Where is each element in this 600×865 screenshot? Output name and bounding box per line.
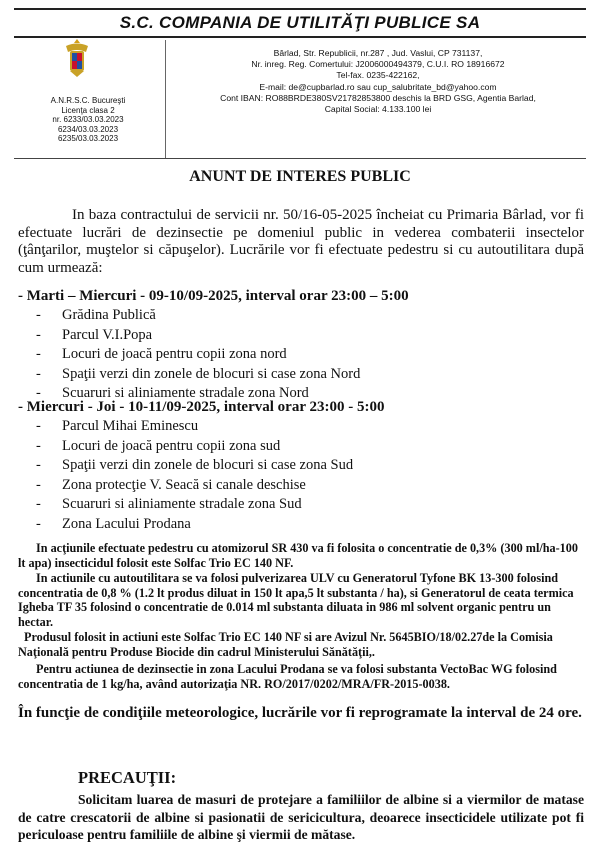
list-item: - Zona protecţie V. Seacă si canale deschise xyxy=(36,476,353,496)
schedule-list-1 xyxy=(36,306,360,404)
header-left-panel xyxy=(14,36,162,158)
anrsc-line: Licenţa clasa 2 xyxy=(61,105,115,115)
list-item: - Scuaruri si aliniamente stradale zona Sud xyxy=(36,495,353,515)
company-name: S.C. COMPANIA DE UTILITĂŢI PUBLICE SA xyxy=(14,8,586,38)
schedule-list-2 xyxy=(36,417,353,535)
header-bottom-rule xyxy=(14,158,586,159)
schedule-heading-2: - Miercuri - Joi - 10-11/09-2025, interval orar 23:00 - 5:00 xyxy=(18,399,385,415)
contact-block xyxy=(170,48,586,115)
list-item: - Parcul Mihai Eminescu xyxy=(36,417,353,437)
list-item: - Grădina Publică xyxy=(36,306,360,326)
paragraph-pedestrian: In acţiunile efectuate pedestru cu atomizorul SR 430 va fi folosita o concentratie de 0,3% (300 ml/ha-100 lt apa) insecticidul folosit este Solfac Trio EC 140 NF. xyxy=(18,541,578,570)
bullet-dash: - xyxy=(36,418,41,434)
paragraph-prodana: Pentru actiunea de dezinsectie in zona Lacului Prodana se va folosi substanta VectoBac WG folosind concentratia de 1 kg/ha, având autorizaţia NR. RO/2017/0202/MRA/FR-2015-0038. xyxy=(18,662,557,691)
document-title: ANUNT DE INTERES PUBLIC xyxy=(189,168,411,185)
contact-line: E-mail: de@cupbarlad.ro sau cup_salubritate_bd@yahoo.com xyxy=(259,81,497,92)
bullet-dash: - xyxy=(36,437,41,454)
precautions-text: Solicitam luarea de masuri de protejare a familiilor de albine si a viermilor de matase de catre crescatorii de albine si pasionatii de sericicultura, deoarece insecticidele utilizate pot fi periculoase pentru familiile de albine şi viermii de mătase. xyxy=(18,792,584,842)
bullet-dash: - xyxy=(36,326,41,343)
bullet-dash: - xyxy=(36,476,41,493)
paragraph-product-approval: Produsul folosit in actiuni este Solfac Trio EC 140 NF si are Avizul Nr. 5645BIO/18/02.27de la Comisia Naţională pentru Produse Biocide din cadrul Ministerului Sănătăţii,. xyxy=(18,630,553,659)
precautions-title: PRECAUŢII: xyxy=(78,768,177,787)
list-item: - Scuaruri si aliniamente stradale zona Nord xyxy=(36,384,360,404)
list-item: - Spaţii verzi din zonele de blocuri si case zona Nord xyxy=(36,365,360,385)
schedule-heading-1: - Marti – Miercuri - 09-10/09-2025, interval orar 23:00 – 5:00 xyxy=(18,288,409,304)
list-item: - Parcul V.I.Popa xyxy=(36,326,360,346)
contact-line: Bârlad, Str. Republicii, nr.287 , Jud. Vaslui, CP 731137, xyxy=(273,48,483,58)
header-divider xyxy=(165,40,166,158)
bullet-dash: - xyxy=(36,457,41,474)
list-item: - Zona Lacului Prodana xyxy=(36,515,353,535)
anrsc-line: nr. 6233/03.03.2023 xyxy=(52,115,124,124)
bullet-dash: - xyxy=(36,385,41,402)
anrsc-line: 6235/03.03.2023 xyxy=(57,134,119,143)
contact-line: Nr. inreg. Reg. Comertului: J2006000494379, C.U.I. RO 18916672 xyxy=(251,59,505,70)
anrsc-line: A.N.R.S.C. Bucureşti xyxy=(50,96,126,105)
list-item: - Locuri de joacă pentru copii zona nord xyxy=(36,345,360,365)
contact-line: Capital Social: 4.133.100 lei xyxy=(324,104,432,115)
bullet-dash: - xyxy=(36,515,41,532)
bullet-dash: - xyxy=(36,496,41,513)
intro-paragraph: In baza contractului de servicii nr. 50/16-05-2025 încheiat cu Primaria Bârlad, vor fi efectuate lucrări de dezinsectie pe domeniul public in vederea combaterii insectelor (ţânţarilor, muştelor si căpuşelor). Lucrările vor fi efectuate pedestru si cu autoutilitara după cum urmează: xyxy=(18,207,584,276)
anrsc-line: 6234/03.03.2023 xyxy=(57,124,119,134)
anrsc-license-block xyxy=(14,96,162,144)
list-item: - Locuri de joacă pentru copii zona sud xyxy=(36,437,353,457)
coat-of-arms-icon xyxy=(64,38,90,78)
weather-note: În funcţie de condiţiile meteorologice, lucrările vor fi reprogramate la interval de 24 ore. xyxy=(18,705,582,721)
bullet-dash: - xyxy=(36,307,41,323)
bullet-dash: - xyxy=(36,365,41,382)
bullet-dash: - xyxy=(36,346,41,363)
contact-line: Tel-fax. 0235-422162, xyxy=(336,70,420,81)
list-item: - Spaţii verzi din zonele de blocuri si case zona Sud xyxy=(36,456,353,476)
contact-line: Cont IBAN: RO88BRDE380SV21782853800 deschis la BRD GSG, Agentia Barlad, xyxy=(220,92,536,103)
paragraph-vehicle: In actiunile cu autoutilitara se va folosi pulverizarea ULV cu Generatorul Tyfone BK 13-300 folosind concentratia de 0,8 % (1.2 lt produs diluat in 150 lt apa,5 lt substanta / ha), si Generatorul de ceata termica Igheba TF 35 folosind o concentratie de 0.014 ml substanta diluata in 986 ml solvent organic pentru un hectar. xyxy=(18,571,574,629)
